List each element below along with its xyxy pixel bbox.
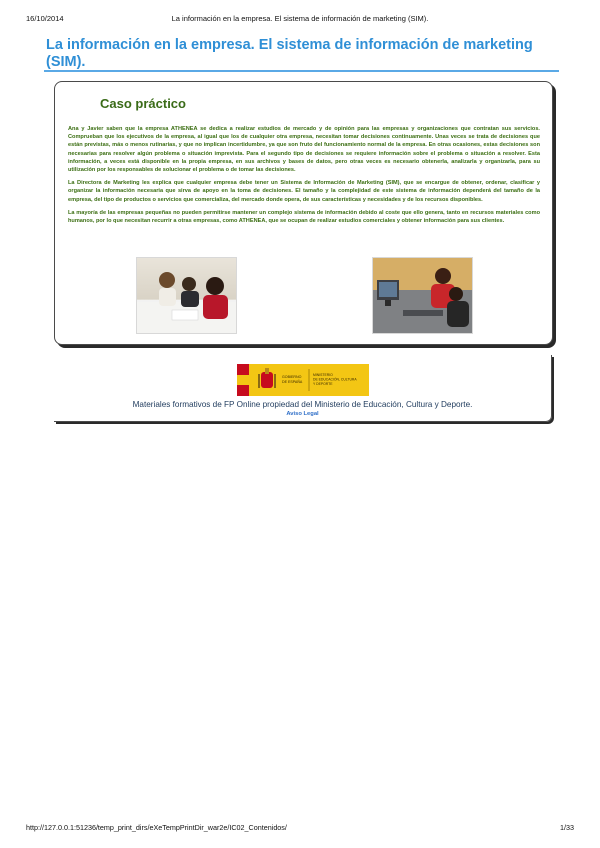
- case-study-box: [54, 81, 553, 345]
- legal-notice-link[interactable]: Aviso Legal: [286, 411, 319, 417]
- logo-ministry-line3: Y DEPORTE: [313, 382, 333, 386]
- print-date: 16/10/2014: [26, 14, 64, 23]
- logo-gov-line2: DE ESPAÑA: [282, 380, 303, 384]
- logo-ministry-line2: DE EDUCACIÓN, CULTURA: [313, 377, 357, 382]
- case-study-body: [68, 125, 540, 230]
- computer-work-photo: [372, 257, 473, 334]
- print-doc-title: La información en la empresa. El sistema de información de marketing (SIM).: [171, 14, 429, 23]
- logo-gov-line1: GOBIERNO: [282, 375, 302, 379]
- print-url: http://127.0.0.1:51236/temp_print_dirs/eXeTempPrintDir_war2e/IC02_Contenidos/: [26, 823, 287, 832]
- print-footer: [26, 823, 574, 835]
- case-paragraph: La mayoría de las empresas pequeñas no pueden permitirse mantener un complejo sistema de información debido al coste que ello genera, tanto en recursos materiales como humanos, por lo que necesitan recurrir a otras empresas, como ATHENEA, que se ocupan de realizar estudios comerciales y obtener información para sus clientes.: [68, 209, 540, 225]
- page-number: 1/33: [560, 823, 574, 832]
- materials-ownership-text: Materiales formativos de FP Online propiedad del Ministerio de Educación, Cultura y Deporte.: [132, 400, 473, 409]
- footer-box: [54, 355, 552, 422]
- print-header: [26, 14, 574, 26]
- case-paragraph: Ana y Javier saben que la empresa ATHENEA se dedica a realizar estudios de mercado y de opinión para las empresas y organizaciones que contratan sus servicios. Comprueban que los ejecutivos de la empresa, al igual que los de cualquier otra empresa, necesitan tomar decisiones continuamente. Unas veces se trata de decisiones que están previstas, más o menos rutinarias, y que no implican incertidumbre, ya que son fruto del funcionamiento normal de la empresa. En otras ocasiones, estas decisiones son necesarias para resolver algún problema o situación imprevista. Para el segundo tipo de decisiones se requiere información sobre el problema o situación a resolver. Esta información, a veces está disponible en la propia empresa, en sus archivos y bases de datos, pero otras veces es necesario obtenerla, analizarla y organizarla, para su utilización por los responsables de solucionar el problema o de tomar las decisiones.: [68, 126, 540, 174]
- ministry-logo: [237, 364, 369, 396]
- students-working-photo: [136, 257, 237, 334]
- heading-divider: [44, 70, 559, 72]
- case-study-title: Caso práctico: [100, 96, 186, 111]
- page-title: La información en la empresa. El sistema de información de marketing (SIM).: [46, 37, 533, 70]
- logo-ministry-line1: MINISTERIO: [313, 373, 333, 377]
- case-paragraph: La Directora de Marketing les explica que cualquier empresa debe tener un Sistema de Información de Marketing (SIM), que se encargue de obtener, ordenar, clasificar y organizar la información necesaria que sirva de apoyo en la toma de decisiones. El tamaño y la complejidad de este sistema de información dependerá del tamaño de la empresa, del tipo de productos o servicios que comercializa, del mercado donde opera, de sus características y necesidades y de los recursos disponibles.: [68, 180, 540, 203]
